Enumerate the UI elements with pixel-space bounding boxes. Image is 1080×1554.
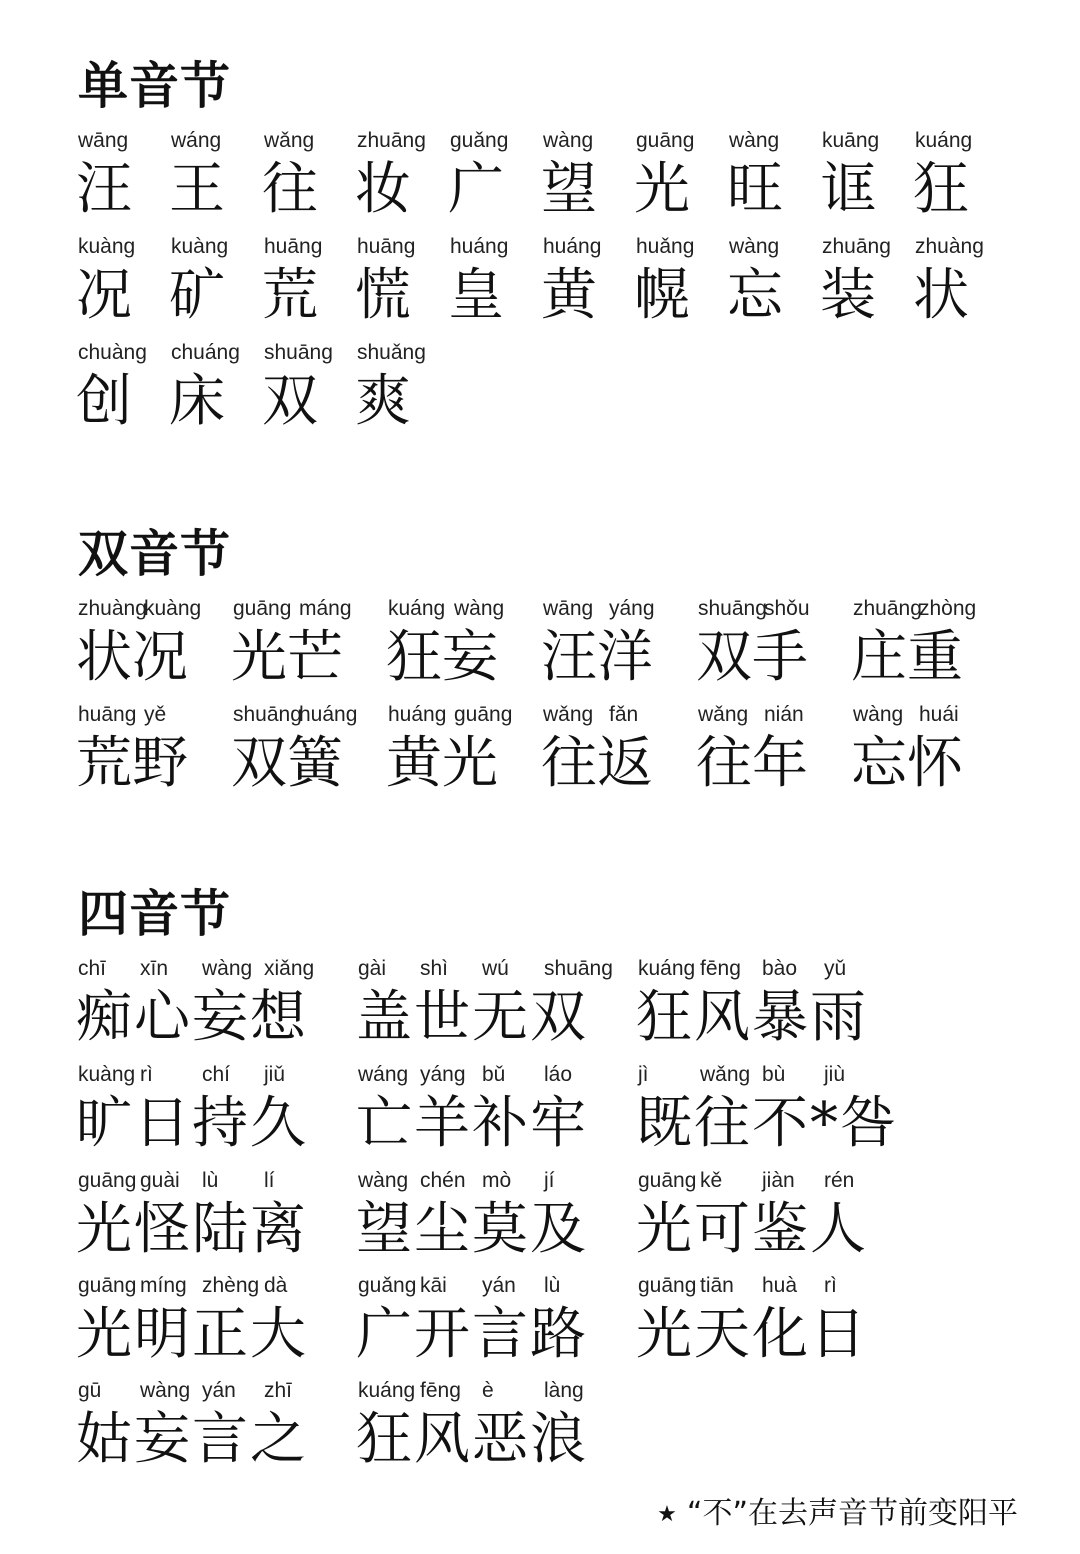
syllable-item (636, 234, 729, 334)
pinyin-syllable: chī (78, 957, 107, 980)
pinyin-syllable: yán (482, 1274, 516, 1297)
syllable-item (171, 234, 264, 334)
pinyin-syllable: rì (140, 1063, 153, 1086)
idiom-item (638, 1062, 918, 1162)
pinyin-syllable: chén (420, 1169, 466, 1192)
hanzi-word: 汪洋 (541, 625, 653, 690)
word-item (78, 702, 233, 802)
pinyin-line (358, 1378, 606, 1404)
pinyin-syllable: shuāng (544, 957, 613, 980)
hanzi-idiom: 痴心妄想 (76, 985, 308, 1050)
hanzi-character: 皇 (448, 263, 504, 328)
pinyin-syllable: jí (544, 1169, 555, 1192)
pinyin-line (233, 702, 365, 728)
hanzi-character: 装 (820, 263, 876, 328)
pinyin-syllable: gū (78, 1379, 102, 1402)
syllable-item (450, 234, 543, 334)
pinyin-syllable: kuáng (388, 597, 446, 620)
pinyin-syllable: è (482, 1379, 494, 1402)
pinyin-syllable: zhuàng (78, 597, 147, 620)
pinyin-label: shuǎng (357, 341, 426, 364)
pinyin-line (698, 596, 830, 622)
pinyin-syllable: lù (544, 1274, 561, 1297)
pinyin-syllable: jiàn (762, 1169, 795, 1192)
hanzi-character: 王 (169, 157, 225, 222)
hanzi-word: 往返 (541, 731, 653, 796)
pinyin-label: wǎng (264, 129, 315, 152)
syllable-item (450, 128, 543, 228)
pinyin-syllable: huāng (78, 703, 137, 726)
hanzi-character: 状 (913, 263, 969, 328)
syllable-item (543, 234, 636, 334)
pinyin-syllable: huà (762, 1274, 798, 1297)
pinyin-syllable: bù (762, 1063, 786, 1086)
pinyin-line (78, 1062, 326, 1088)
pinyin-label: zhuāng (822, 235, 891, 258)
pinyin-label: wáng (171, 129, 222, 152)
hanzi-idiom: 旷日持久 (76, 1091, 308, 1156)
pinyin-syllable: wàng (358, 1169, 409, 1192)
pinyin-syllable: wāng (543, 597, 594, 620)
pinyin-syllable: dà (264, 1274, 288, 1297)
pinyin-syllable: míng (140, 1274, 187, 1297)
hanzi-word: 荒野 (76, 731, 188, 796)
syllable-item (543, 128, 636, 228)
pinyin-line (78, 596, 210, 622)
pinyin-line (543, 702, 675, 728)
pinyin-syllable: máng (299, 597, 352, 620)
word-item (78, 596, 233, 696)
pinyin-label: kuàng (78, 235, 136, 258)
pinyin-syllable: nián (764, 703, 804, 726)
hanzi-character: 黄 (541, 263, 597, 328)
hanzi-character: 旺 (727, 157, 783, 222)
section-title-double-syllable: 双音节 (78, 525, 231, 583)
pinyin-line (78, 1378, 326, 1404)
pinyin-syllable: jiǔ (264, 1063, 286, 1086)
pinyin-syllable: kuàng (144, 597, 202, 620)
hanzi-word: 黄光 (386, 731, 498, 796)
pinyin-syllable: zhī (264, 1379, 293, 1402)
pinyin-syllable: fēng (420, 1379, 461, 1402)
pinyin-syllable: huáng (388, 703, 447, 726)
pinyin-label: wàng (543, 129, 594, 152)
idiom-item (78, 1378, 358, 1478)
pinyin-line (78, 1168, 326, 1194)
pinyin-line (358, 1273, 606, 1299)
hanzi-idiom: 狂风暴雨 (636, 985, 868, 1050)
pinyin-syllable: kuáng (358, 1379, 416, 1402)
word-item (543, 596, 698, 696)
footnote-text: “不”在去声音节前变阳平 (686, 1496, 1018, 1531)
idiom-item (638, 1168, 918, 1268)
pinyin-syllable: kuáng (638, 957, 696, 980)
pinyin-syllable: guāng (638, 1169, 697, 1192)
pinyin-line (638, 1273, 886, 1299)
hanzi-character: 光 (634, 157, 690, 222)
pinyin-label: kuàng (171, 235, 229, 258)
hanzi-idiom: 狂风恶浪 (356, 1407, 588, 1472)
pinyin-syllable: huáng (299, 703, 358, 726)
pinyin-syllable: wàng (140, 1379, 191, 1402)
pinyin-line (543, 596, 675, 622)
hanzi-idiom: 既往不*咎 (636, 1091, 898, 1156)
hanzi-idiom: 光明正大 (76, 1302, 308, 1367)
hanzi-idiom: 光怪陆离 (76, 1197, 308, 1262)
pinyin-syllable: yě (144, 703, 167, 726)
hanzi-word: 状况 (76, 625, 188, 690)
pinyin-syllable: lí (264, 1169, 275, 1192)
pinyin-syllable: shì (420, 957, 449, 980)
hanzi-character: 幌 (634, 263, 690, 328)
pinyin-syllable: guài (140, 1169, 180, 1192)
syllable-item (915, 128, 1008, 228)
hanzi-word: 庄重 (851, 625, 963, 690)
pinyin-syllable: lù (202, 1169, 219, 1192)
syllable-item (78, 340, 171, 440)
hanzi-character: 创 (76, 369, 132, 434)
syllable-item (78, 234, 171, 334)
hanzi-character: 慌 (355, 263, 411, 328)
syllable-item (171, 340, 264, 440)
syllable-item (357, 128, 450, 228)
pinyin-line (853, 596, 985, 622)
syllable-item (636, 128, 729, 228)
pinyin-syllable: bǔ (482, 1063, 506, 1086)
pinyin-syllable: wáng (358, 1063, 409, 1086)
pinyin-syllable: chí (202, 1063, 231, 1086)
pinyin-label: huáng (450, 235, 509, 258)
pinyin-line (78, 1273, 326, 1299)
pinyin-line (358, 956, 613, 982)
hanzi-character: 爽 (355, 369, 411, 434)
idiom-item (358, 1378, 638, 1478)
pinyin-syllable: xiǎng (264, 957, 315, 980)
pinyin-label: kuáng (915, 129, 973, 152)
pinyin-syllable: xīn (140, 957, 169, 980)
idiom-item (638, 956, 918, 1056)
pinyin-syllable: wàng (202, 957, 253, 980)
hanzi-idiom: 望尘莫及 (356, 1197, 588, 1262)
pinyin-syllable: jiù (824, 1063, 846, 1086)
pinyin-line (698, 702, 830, 728)
hanzi-character: 床 (169, 369, 225, 434)
pinyin-syllable: rén (824, 1169, 855, 1192)
idiom-item (78, 1062, 358, 1162)
hanzi-idiom: 姑妄言之 (76, 1407, 308, 1472)
hanzi-word: 双簧 (231, 731, 343, 796)
pinyin-line (78, 702, 210, 728)
pinyin-line (78, 956, 326, 982)
pinyin-line (638, 956, 886, 982)
pinyin-syllable: kě (700, 1169, 723, 1192)
pinyin-syllable: guǎng (358, 1274, 417, 1297)
pinyin-label: guǎng (450, 129, 509, 152)
idiom-item (638, 1273, 918, 1373)
hanzi-character: 诓 (820, 157, 876, 222)
idiom-item (78, 956, 358, 1056)
word-item (698, 596, 853, 696)
pinyin-label: zhuàng (915, 235, 984, 258)
pinyin-syllable: láo (544, 1063, 573, 1086)
hanzi-character: 广 (448, 157, 504, 222)
syllable-item (264, 340, 357, 440)
idiom-item (358, 1062, 638, 1162)
section-title-single-syllable: 单音节 (78, 57, 231, 115)
pinyin-label: huāng (357, 235, 416, 258)
word-item (698, 702, 853, 802)
section-title-four-syllable: 四音节 (78, 885, 231, 943)
pinyin-syllable: wǎng (698, 703, 749, 726)
idiom-item (78, 1168, 358, 1268)
word-item (388, 596, 543, 696)
hanzi-idiom: 光可鉴人 (636, 1197, 868, 1262)
pinyin-syllable: wǎng (700, 1063, 751, 1086)
pinyin-syllable: guāng (233, 597, 292, 620)
pinyin-syllable: guāng (638, 1274, 697, 1297)
hanzi-idiom: 光天化日 (636, 1302, 868, 1367)
pinyin-line (388, 596, 520, 622)
syllable-item (822, 128, 915, 228)
pinyin-line (358, 1168, 606, 1194)
pinyin-syllable: tiān (700, 1274, 734, 1297)
pinyin-syllable: wàng (853, 703, 904, 726)
syllable-item (729, 234, 822, 334)
pinyin-syllable: yáng (420, 1063, 466, 1086)
pinyin-label: wàng (729, 129, 780, 152)
hanzi-idiom: 盖世无双 (356, 985, 588, 1050)
word-item (853, 702, 1008, 802)
hanzi-idiom: 亡羊补牢 (356, 1091, 588, 1156)
pinyin-line (388, 702, 520, 728)
pinyin-syllable: yǔ (824, 957, 847, 980)
pinyin-line (638, 1062, 886, 1088)
pinyin-line (853, 702, 985, 728)
star-icon: ★ (657, 1501, 677, 1527)
syllable-item (171, 128, 264, 228)
pinyin-syllable: bào (762, 957, 798, 980)
hanzi-character: 矿 (169, 263, 225, 328)
word-item (233, 702, 388, 802)
hanzi-idiom: 广开言路 (356, 1302, 588, 1367)
pinyin-syllable: fēng (700, 957, 741, 980)
pinyin-label: huáng (543, 235, 602, 258)
pinyin-syllable: yán (202, 1379, 236, 1402)
pinyin-syllable: fǎn (609, 703, 639, 726)
syllable-item (357, 234, 450, 334)
pinyin-syllable: guāng (78, 1169, 137, 1192)
idiom-item (78, 1273, 358, 1373)
hanzi-character: 荒 (262, 263, 318, 328)
syllable-item (915, 234, 1008, 334)
word-item (853, 596, 1008, 696)
pinyin-label: wāng (78, 129, 129, 152)
hanzi-character: 况 (76, 263, 132, 328)
idiom-item (358, 1273, 638, 1373)
hanzi-word: 忘怀 (851, 731, 963, 796)
hanzi-character: 忘 (727, 263, 783, 328)
pinyin-syllable: zhèng (202, 1274, 260, 1297)
hanzi-word: 往年 (696, 731, 808, 796)
word-item (388, 702, 543, 802)
pinyin-syllable: huái (919, 703, 959, 726)
hanzi-character: 往 (262, 157, 318, 222)
syllable-item (357, 340, 450, 440)
syllable-item (729, 128, 822, 228)
hanzi-character: 妆 (355, 157, 411, 222)
pinyin-line (233, 596, 365, 622)
pinyin-label: huǎng (636, 235, 695, 258)
hanzi-character: 汪 (76, 157, 132, 222)
pinyin-syllable: zhòng (919, 597, 977, 620)
pinyin-line (638, 1168, 886, 1194)
pinyin-label: chuàng (78, 341, 147, 364)
pinyin-syllable: guāng (78, 1274, 137, 1297)
footnote (657, 1494, 1018, 1535)
word-item (543, 702, 698, 802)
hanzi-character: 狂 (913, 157, 969, 222)
hanzi-character: 双 (262, 369, 318, 434)
pinyin-syllable: zhuāng (853, 597, 922, 620)
pinyin-syllable: rì (824, 1274, 837, 1297)
pinyin-label: wàng (729, 235, 780, 258)
pinyin-syllable: guāng (454, 703, 513, 726)
pinyin-syllable: gài (358, 957, 387, 980)
pinyin-label: guāng (636, 129, 695, 152)
pinyin-label: chuáng (171, 341, 240, 364)
hanzi-character: 望 (541, 157, 597, 222)
pinyin-syllable: yáng (609, 597, 655, 620)
idiom-item (358, 1168, 638, 1268)
hanzi-word: 光芒 (231, 625, 343, 690)
pinyin-line (358, 1062, 606, 1088)
syllable-item (264, 234, 357, 334)
hanzi-word: 双手 (696, 625, 808, 690)
pinyin-syllable: wú (482, 957, 509, 980)
pinyin-syllable: kāi (420, 1274, 447, 1297)
pinyin-syllable: làng (544, 1379, 584, 1402)
pinyin-syllable: wàng (454, 597, 505, 620)
pinyin-label: kuāng (822, 129, 880, 152)
syllable-item (264, 128, 357, 228)
syllable-item (78, 128, 171, 228)
pinyin-syllable: jì (638, 1063, 649, 1086)
idiom-item (358, 956, 638, 1056)
pinyin-label: huāng (264, 235, 323, 258)
pinyin-syllable: shǒu (764, 597, 810, 620)
pinyin-syllable: mò (482, 1169, 512, 1192)
pinyin-syllable: shuāng (233, 703, 302, 726)
pinyin-syllable: shuāng (698, 597, 767, 620)
word-item (233, 596, 388, 696)
pinyin-syllable: kuàng (78, 1063, 136, 1086)
syllable-item (822, 234, 915, 334)
hanzi-word: 狂妄 (386, 625, 498, 690)
pinyin-label: zhuāng (357, 129, 426, 152)
pinyin-label: shuāng (264, 341, 333, 364)
pinyin-syllable: wǎng (543, 703, 594, 726)
